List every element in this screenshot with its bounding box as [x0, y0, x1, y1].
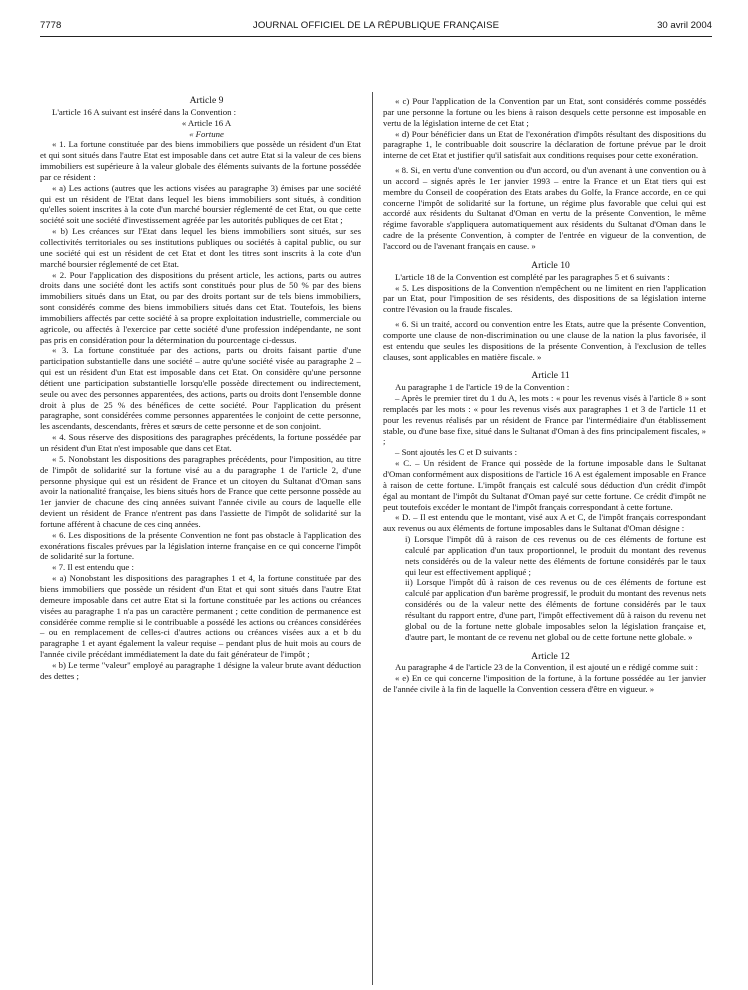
article-16a-heading: « Article 16 A [181, 117, 232, 128]
article-11-item-1: – Après le premier tiret du 1 du A, les mots : « pour les revenus visés à l'article 8 » sont remplacés par les mots : « pour les revenus visés aux paragraphes 1 et 3 de l'article 11 et pour les revenus réalisés par un résident de France par l'intermédiaire d'un établissement stable, ou d'une base fixe, situé dans le Sultanat d'Oman à des fins principalement fiscales, » ; [383, 393, 706, 447]
article-10-heading: Article 10 [531, 259, 570, 271]
paragraph-1b: « b) Les créances sur l'Etat dans lequel les biens immobiliers sont situés, sur ses collectivités territoriales ou ses institutions publiques ou sociétés à capital public, ou sur une société qui est un résident de cet Etat et dont les titres sont inscrits à la cote d'un marché boursier réglementé de cet Etat. [40, 226, 361, 269]
paragraph-7a: « a) Nonobstant les dispositions des paragraphes 1 et 4, la fortune constituée par des biens immobiliers que possède un résident d'un Etat et qui sont situés dans l'autre Etat demeure imposable dans cet autre Etat si la fortune constituée par les actions ou créances visées au paragraphe 1 n'a pas un caractère permanent ; cette condition de permanence est considérée comme remplie si le contribuable a possédé les actions ou créances considérées – ou en remplacement de celles-ci d'autres actions ou créances visées aux a et b du paragraphe 1 et ayant également la valeur requise – pendant plus de huit mois au cours de l'année civile précédant immédiatement la date du fait générateur de l'impôt ; [40, 573, 361, 660]
article-10-paragraph-5: « 5. Les dispositions de la Convention n'empêchent ou ne limitent en rien l'application par un Etat, pour l'imposition de ses résidents, des dispositions de sa législation interne contre l'évasion ou la fraude fiscales. [383, 282, 706, 315]
left-column [40, 96, 361, 682]
article-11-item-i: i) Lorsque l'impôt dû à raison de ces revenus ou de ces éléments de fortune est calculé par application d'un taux proportionnel, le produit du montant des revenus nets considérés ou de la valeur nette des éléments de fortune considérés par le taux qui leur est effectivement appliqué ; [405, 534, 706, 577]
article-12-heading: Article 12 [531, 650, 570, 662]
column-divider [372, 92, 373, 985]
article-11-heading: Article 11 [531, 370, 570, 382]
paragraph-7b: « b) Le terme "valeur" employé au paragraphe 1 désigne la valeur brute avant déduction des dettes ; [40, 659, 361, 681]
paragraph-6: « 6. Les dispositions de la présente Convention ne font pas obstacle à l'application des exonérations fiscales prévues par la législation interne française en ce qui concerne l'impôt de solidarité sur la fortune. [40, 529, 361, 562]
paragraph-7d: « d) Pour bénéficier dans un Etat de l'exonération d'impôts résultant des dispositions du paragraphe 1, le contribuable doit souscrire la déclaration de fortune prévue par le droit interne de cet Etat et justifier qu'il satisfait aux conditions requises pour cette exonération. [383, 128, 706, 161]
paragraph-1a: « a) Les actions (autres que les actions visées au paragraphe 3) émises par une société qui est un résident de l'Etat dans lequel les biens immobiliers sont situés, à condition qu'elles soient inscrites à la cote d'un marché boursier réglementé de cet Etat, ou que cette société soit une société d'investissement agréée par les autorités publiques de cet Etat ; [40, 182, 361, 226]
paragraph-7: « 7. Il est entendu que : [52, 562, 134, 573]
paragraph-3: « 3. La fortune constituée par des actions, parts ou droits faisant partie d'une participation substantielle dans une société – autre qu'une société visée au paragraphe 2 – qui est un résident d'un Etat est imposable dans cet Etat. On considère qu'une personne détient une participation substantielle lorsqu'elle possède directement ou indirectement, seule ou avec des personnes apparentées, des actions, parts ou droits dont l'ensemble donne droit à plus de 25 % des bénéfices de cette société. Pour l'application du présent paragraphe, sont considérées comme personnes apparentées le conjoint de cette personne, les ascendants, descendants, frères et sœurs de cette personne et de son conjoint. [40, 345, 361, 432]
article-11-item-2: – Sont ajoutés les C et D suivants : [395, 447, 518, 458]
right-column [383, 96, 706, 695]
header-rule [40, 36, 712, 37]
journal-title: JOURNAL OFFICIEL DE LA RÉPUBLIQUE FRANÇAISE [252, 20, 500, 31]
article-10-paragraph-6: « 6. Si un traité, accord ou convention entre les Etats, autre que la présente Convention, comporte une clause de non-discrimination ou une clause de la nation la plus favorisée, il est entendu que seules les dispositions de la présente Convention, à l'exclusion de telles clauses, sont applicables en matière fiscale. » [383, 319, 706, 362]
article-11-subitems [383, 534, 706, 642]
article-11-intro: Au paragraphe 1 de l'article 19 de la Convention : [395, 382, 570, 393]
article-11-section-c: « C. – Un résident de France qui possède de la fortune imposable dans le Sultanat d'Oman conformément aux dispositions de l'article 16 A est également imposable en France à raison de cette fortune. L'impôt français est calculé sous déduction d'un crédit d'impôt égal au montant de l'impôt du Sultanat d'Oman payé sur cette fortune. Ce crédit d'impôt ne peut toutefois excéder le montant de l'impôt français correspondant à cette fortune. [383, 458, 706, 512]
article-11-section-d: « D. – Il est entendu que le montant, visé aux A et C, de l'impôt français correspondant aux revenus ou aux éléments de fortune imposables dans le Sultanat d'Oman désigne : [383, 512, 706, 534]
paragraph-8: « 8. Si, en vertu d'une convention ou d'un accord, ou d'un avenant à une convention ou à un accord – signés après le 1er janvier 1993 – entre la France et un Etat tiers qui est membre du Conseil de coopération des Etats arabes du Golfe, la France accorde, en ce qui concerne l'impôt de solidarité sur la fortune, un régime plus favorable que celui qui est accordé aux résidents du Sultanat d'Oman en vertu de la présente Convention, le même régime favorable s'appliquera automatiquement aux résidents du Sultanat d'Oman dans le cadre de la présente Convention, à compter de l'entrée en vigueur de la convention, de l'accord ou de l'avenant français en cause. » [383, 165, 706, 251]
article-12-intro: Au paragraphe 4 de l'article 23 de la Convention, il est ajouté un e rédigé comme suit : [395, 662, 698, 673]
paragraph-1: « 1. La fortune constituée par des biens immobiliers que possède un résident d'un Etat et qui sont situés dans l'autre Etat est imposable dans cet autre Etat si la valeur de ces biens immobiliers est supérieure à la valeur globale des éléments suivants de la fortune possédée par ce résident : [40, 139, 361, 182]
fortune-heading: « Fortune [189, 128, 224, 139]
paragraph-2: « 2. Pour l'application des dispositions du présent article, les actions, parts ou autres droits dans une société dont les actifs sont constitués pour plus de 50 % par des biens immobiliers situés dans un Etat, ou par des droits portant sur de tels biens immobiliers, sont considérés comme des biens immobiliers situés dans cet Etat. Toutefois, les biens immobiliers affectés par cette société à sa propre exploitation industrielle, commerciale ou agricole, ou affectés à l'exercice par cette société d'une profession indépendante, ne sont pas pris en considération pour la détermination du pourcentage ci-dessus. [40, 269, 361, 345]
paragraph-5: « 5. Nonobstant les dispositions des paragraphes précédents, pour l'imposition, au titre de l'impôt de solidarité sur la fortune visé au a du paragraphe 1 de l'article 2, d'une personne physique qui est un résident de France et un citoyen du Sultanat d'Oman sans avoir la nationalité française, les biens situés hors de France que cette personne possède au 1er janvier de chacune des cinq années suivant l'année civile au cours de laquelle elle devient un résident de France n'entrent pas dans l'assiette de l'impôt de solidarité sur la fortune afférent à chacune de ces cinq années. [40, 453, 361, 529]
page-number: 7778 [40, 20, 62, 31]
article-12-paragraph-e: « e) En ce qui concerne l'imposition de la fortune, à la fortune possédée au 1er janvier de l'année civile à la fin de laquelle la Convention cessera d'être en vigueur. » [383, 673, 706, 695]
page-header [40, 20, 712, 34]
article-9-intro: L'article 16 A suivant est inséré dans la Convention : [52, 106, 237, 117]
paragraph-7c: « c) Pour l'application de la Convention par un Etat, sont considérés comme possédés par une personne la fortune ou les biens à raison desquels cette personne est imposable en vertu de la législation interne de cet Etat ; [383, 96, 706, 128]
article-9-heading: Article 9 [189, 95, 224, 106]
article-10-intro: L'article 18 de la Convention est complété par les paragraphes 5 et 6 suivants : [395, 271, 670, 282]
article-11-item-ii: ii) Lorsque l'impôt dû à raison de ces revenus ou de ces éléments de fortune est calculé par application d'un barème progressif, le produit du montant des revenus nets considérés ou de la valeur nette des éléments de fortune considérés par le taux résultant du rapport entre, d'une part, l'impôt effectivement dû à raison du revenu net global ou de la fortune nette globale imposables selon la législation française et, d'autre part, le montant de ce revenu net global ou de cette fortune nette globale. » [405, 577, 706, 642]
issue-date: 30 avril 2004 [657, 20, 712, 31]
paragraph-4: « 4. Sous réserve des dispositions des paragraphes précédents, la fortune possédée par un résident d'un Etat n'est imposable que dans cet Etat. [40, 432, 361, 453]
